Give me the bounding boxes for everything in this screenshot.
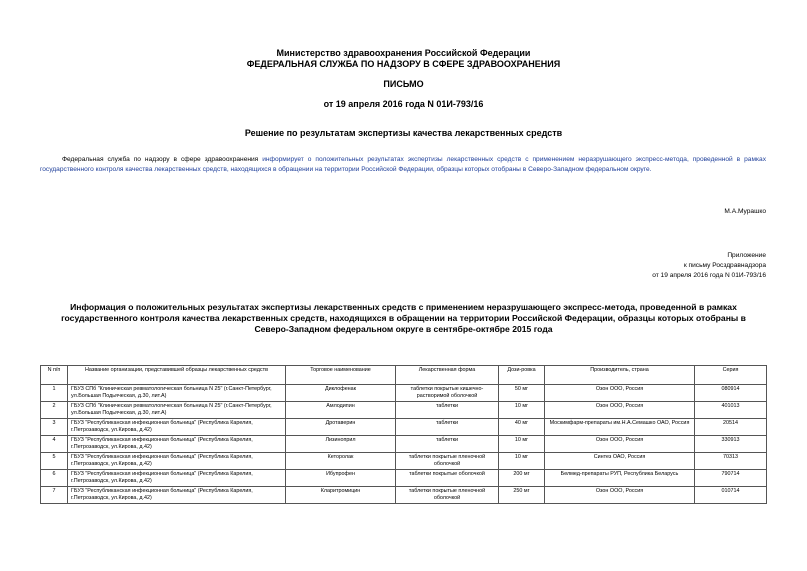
column-header-number: N п/п [41,366,68,385]
cell-organization: ГБУЗ "Республиканская инфекционная больница" (Республика Карелия, г.Петрозаводск, ул.Кирова, д.42) [68,470,286,487]
cell-trade-name: Кеторолак [286,453,396,470]
table-row [41,470,767,487]
cell-dosage: 10 мг [499,436,545,453]
cell-number: 4 [41,436,68,453]
cell-number: 1 [41,385,68,402]
cell-batch: 080914 [695,385,767,402]
cell-organization: ГБУЗ "Республиканская инфекционная больница" (Республика Карелия, г.Петрозаводск, ул.Кирова, д.42) [68,487,286,504]
column-header-manufacturer: Производитель, страна [545,366,695,385]
table-row [41,436,767,453]
cell-dosage-form: таблетки [396,436,499,453]
document-date: от 19 апреля 2016 года N 01И-793/16 [323,99,484,109]
cell-trade-name: Амлодипин [286,402,396,419]
cell-dosage: 200 мг [499,470,545,487]
cell-dosage-form: таблетки [396,419,499,436]
cell-manufacturer: Озон ООО, Россия [545,402,695,419]
letter-body-link[interactable]: информирует о положительных результатах экспертизы лекарственных средств с применением неразрушающего экспресс-метода, проведенной в рамках государственного контроля качества лекарственных средств, находящихся в обращении на территории Российской Федерации, образцы которых отобраны в Северо-Западном федеральном округе. [40,156,766,173]
table-row [41,385,767,402]
cell-manufacturer: Синтез ОАО, Россия [545,453,695,470]
letter-body [40,155,766,175]
cell-manufacturer: Белмед-препараты РУП, Республика Беларусь [545,470,695,487]
cell-dosage-form: таблетки покрытые пленочной оболочкой [396,453,499,470]
cell-manufacturer: Москимфарм-препараты им.Н.А.Семашко ОАО, Россия [545,419,695,436]
table-row [41,402,767,419]
cell-organization: ГБУЗ "Республиканская инфекционная больница" (Республика Карелия, г.Петрозаводск, ул.Кирова, д.42) [68,453,286,470]
cell-batch: 330913 [695,436,767,453]
cell-batch: 70313 [695,453,767,470]
cell-dosage-form: таблетки покрытые пленочной оболочкой [396,487,499,504]
cell-manufacturer: Озон ООО, Россия [545,385,695,402]
table-row [41,453,767,470]
cell-dosage: 50 мг [499,385,545,402]
cell-dosage-form: таблетки покрытые кишечно-растворимой оболочкой [396,385,499,402]
document-subject: Решение по результатам экспертизы качества лекарственных средств [244,128,563,138]
cell-number: 6 [41,470,68,487]
cell-trade-name: Дротаверин [286,419,396,436]
cell-dosage: 10 мг [499,402,545,419]
cell-number: 7 [41,487,68,504]
cell-manufacturer: Озон ООО, Россия [545,487,695,504]
cell-batch: 20514 [695,419,767,436]
cell-manufacturer: Озон ООО, Россия [545,436,695,453]
signature: М.А.Мурашко [724,208,766,215]
cell-organization: ГБУЗ СПб "Клиническая ревматологическая больница N 25" (г.Санкт-Петербург, ул.Большая Подьяческая, д.30, лит.А) [68,402,286,419]
cell-trade-name: Диклофенак [286,385,396,402]
letter-intro: Федеральная служба по надзору в сфере здравоохранения [62,156,263,163]
cell-batch: 401013 [695,402,767,419]
cell-dosage-form: таблетки [396,402,499,419]
column-header-dosage: Дози-ровка [499,366,545,385]
cell-organization: ГБУЗ "Республиканская инфекционная больница" (Республика Карелия, г.Петрозаводск, ул.Кирова, д.42) [68,419,286,436]
table-header-row [41,366,767,385]
cell-dosage: 40 мг [499,419,545,436]
cell-trade-name: Лизиноприл [286,436,396,453]
cell-dosage: 10 мг [499,453,545,470]
appendix-reference: к письму Росздравнадзора [683,262,766,269]
table-row [41,419,767,436]
column-header-trade-name: Торговое наименование [286,366,396,385]
column-header-organization: Название организации, представившей образцы лекарственных средств [68,366,286,385]
results-table [40,365,767,504]
table-row [41,487,767,504]
column-header-dosage-form: Лекарственная форма [396,366,499,385]
cell-dosage-form: таблетки покрытые оболочкой [396,470,499,487]
cell-batch: 010714 [695,487,767,504]
cell-dosage: 250 мг [499,487,545,504]
appendix-label: Приложение [727,252,766,259]
cell-trade-name: Кларитромицин [286,487,396,504]
cell-number: 2 [41,402,68,419]
cell-organization: ГБУЗ "Республиканская инфекционная больница" (Республика Карелия, г.Петрозаводск, ул.Кирова, д.42) [68,436,286,453]
column-header-batch: Серия [695,366,767,385]
service-name: ФЕДЕРАЛЬНАЯ СЛУЖБА ПО НАДЗОРУ В СФЕРЕ ЗДРАВООХРАНЕНИЯ [246,59,561,69]
cell-number: 3 [41,419,68,436]
cell-batch: 790714 [695,470,767,487]
cell-trade-name: Ибупрофен [286,470,396,487]
appendix-title: Информация о положительных результатах экспертизы лекарственных средств с применением неразрушающего экспресс-метода, проведенной в рамках государственного контроля качества лекарственных средств, находящихся в обращении на территории Российской Федерации, образцы которых отобраны в Северо-Западном федеральном округе в сентябре-октябре 2015 года [61,302,746,334]
ministry-name: Министерство здравоохранения Российской Федерации [276,48,531,58]
document-type: ПИСЬМО [383,79,424,89]
appendix-date: от 19 апреля 2016 года N 01И-793/16 [652,272,766,279]
cell-number: 5 [41,453,68,470]
cell-organization: ГБУЗ СПб "Клиническая ревматологическая больница N 25" (г.Санкт-Петербург, ул.Большая Подьяческая, д.30, лит.А) [68,385,286,402]
